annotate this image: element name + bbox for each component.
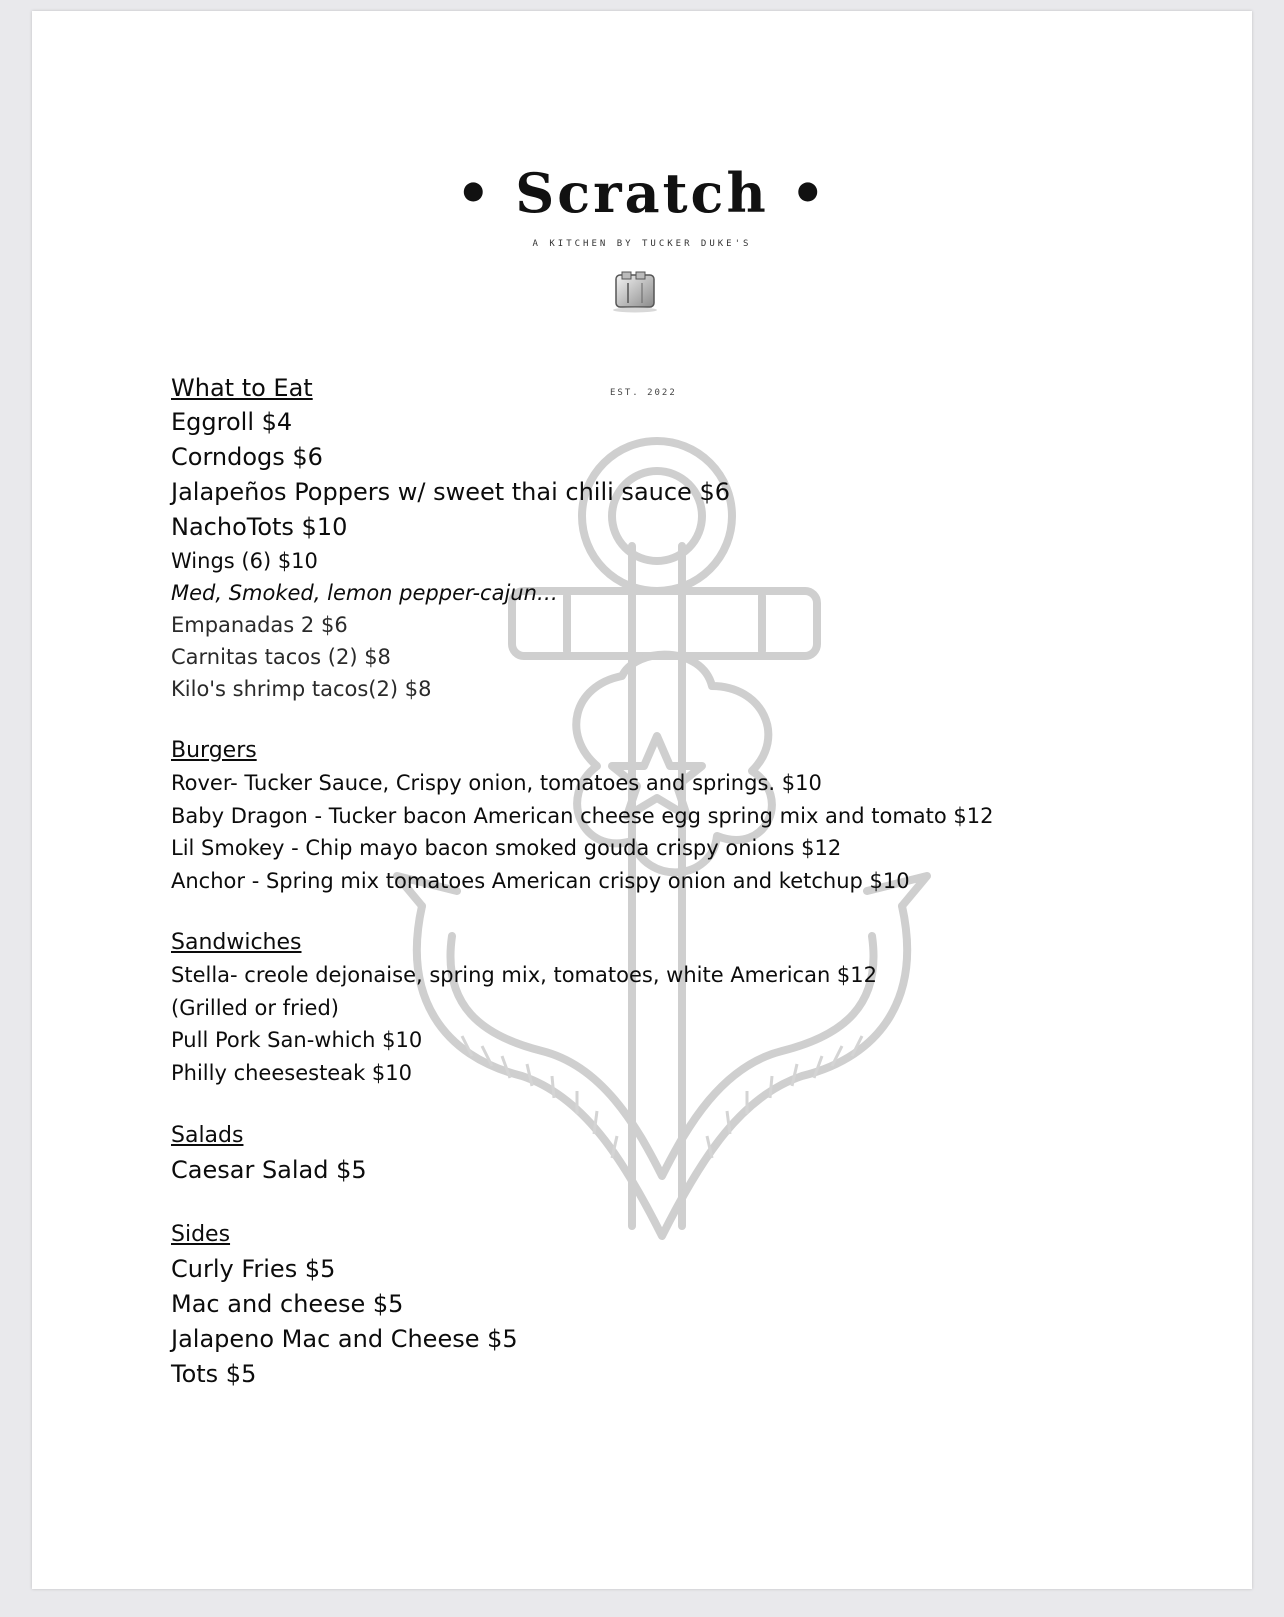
menu-item-note: (Grilled or fried) bbox=[171, 995, 339, 1020]
restaurant-subtitle: A KITCHEN BY TUCKER DUKE'S bbox=[532, 239, 752, 249]
menu-item: NachoTots $10 bbox=[171, 513, 348, 541]
menu-item: Anchor - Spring mix tomatoes American crispy onion and ketchup $10 bbox=[171, 868, 910, 893]
section-heading: What to Eat bbox=[171, 374, 313, 402]
menu-item: Kilo's shrimp tacos(2) $8 bbox=[171, 677, 432, 701]
menu-item: Empanadas 2 $6 bbox=[171, 613, 348, 637]
section-salads bbox=[171, 1119, 994, 1188]
section-sandwiches bbox=[171, 927, 994, 1089]
menu-item: Corndogs $6 bbox=[171, 443, 323, 471]
established-year: EST. 2022 bbox=[610, 388, 677, 398]
section-what-to-eat bbox=[171, 371, 994, 705]
menu-item: Pull Pork San-which $10 bbox=[171, 1028, 423, 1052]
menu-item: Jalapeno Mac and Cheese $5 bbox=[171, 1325, 518, 1353]
menu-list bbox=[171, 371, 994, 1422]
menu-item: Curly Fries $5 bbox=[171, 1255, 336, 1283]
menu-item: Stella- creole dejonaise, spring mix, tomatoes, white American $12 bbox=[171, 963, 878, 987]
menu-item: Eggroll $4 bbox=[171, 408, 293, 436]
menu-item: Jalapeños Poppers w/ sweet thai chili sauce $6 bbox=[171, 478, 730, 506]
section-sides bbox=[171, 1218, 994, 1392]
section-heading: Sides bbox=[171, 1222, 231, 1247]
menu-item: Baby Dragon - Tucker bacon American cheese egg spring mix and tomato $12 bbox=[171, 803, 994, 828]
menu-item: Carnitas tacos (2) $8 bbox=[171, 645, 391, 669]
section-heading: Sandwiches bbox=[171, 930, 302, 955]
menu-item: Mac and cheese $5 bbox=[171, 1290, 404, 1318]
menu-page bbox=[32, 11, 1252, 1589]
restaurant-title: • Scratch • bbox=[455, 161, 829, 225]
section-heading: Salads bbox=[171, 1123, 244, 1148]
menu-item-note: Med, Smoked, lemon pepper-cajun… bbox=[171, 581, 558, 605]
menu-item: Philly cheesesteak $10 bbox=[171, 1060, 413, 1085]
toaster-logo-icon bbox=[610, 269, 660, 313]
menu-item: Caesar Salad $5 bbox=[171, 1156, 367, 1184]
menu-item: Wings (6) $10 bbox=[171, 549, 318, 573]
menu-item: Lil Smokey - Chip mayo bacon smoked gouda crispy onions $12 bbox=[171, 836, 842, 860]
section-burgers bbox=[171, 735, 994, 897]
section-heading: Burgers bbox=[171, 738, 257, 763]
menu-item: Tots $5 bbox=[171, 1360, 257, 1388]
menu-item: Rover- Tucker Sauce, Crispy onion, tomatoes and springs. $10 bbox=[171, 771, 822, 795]
